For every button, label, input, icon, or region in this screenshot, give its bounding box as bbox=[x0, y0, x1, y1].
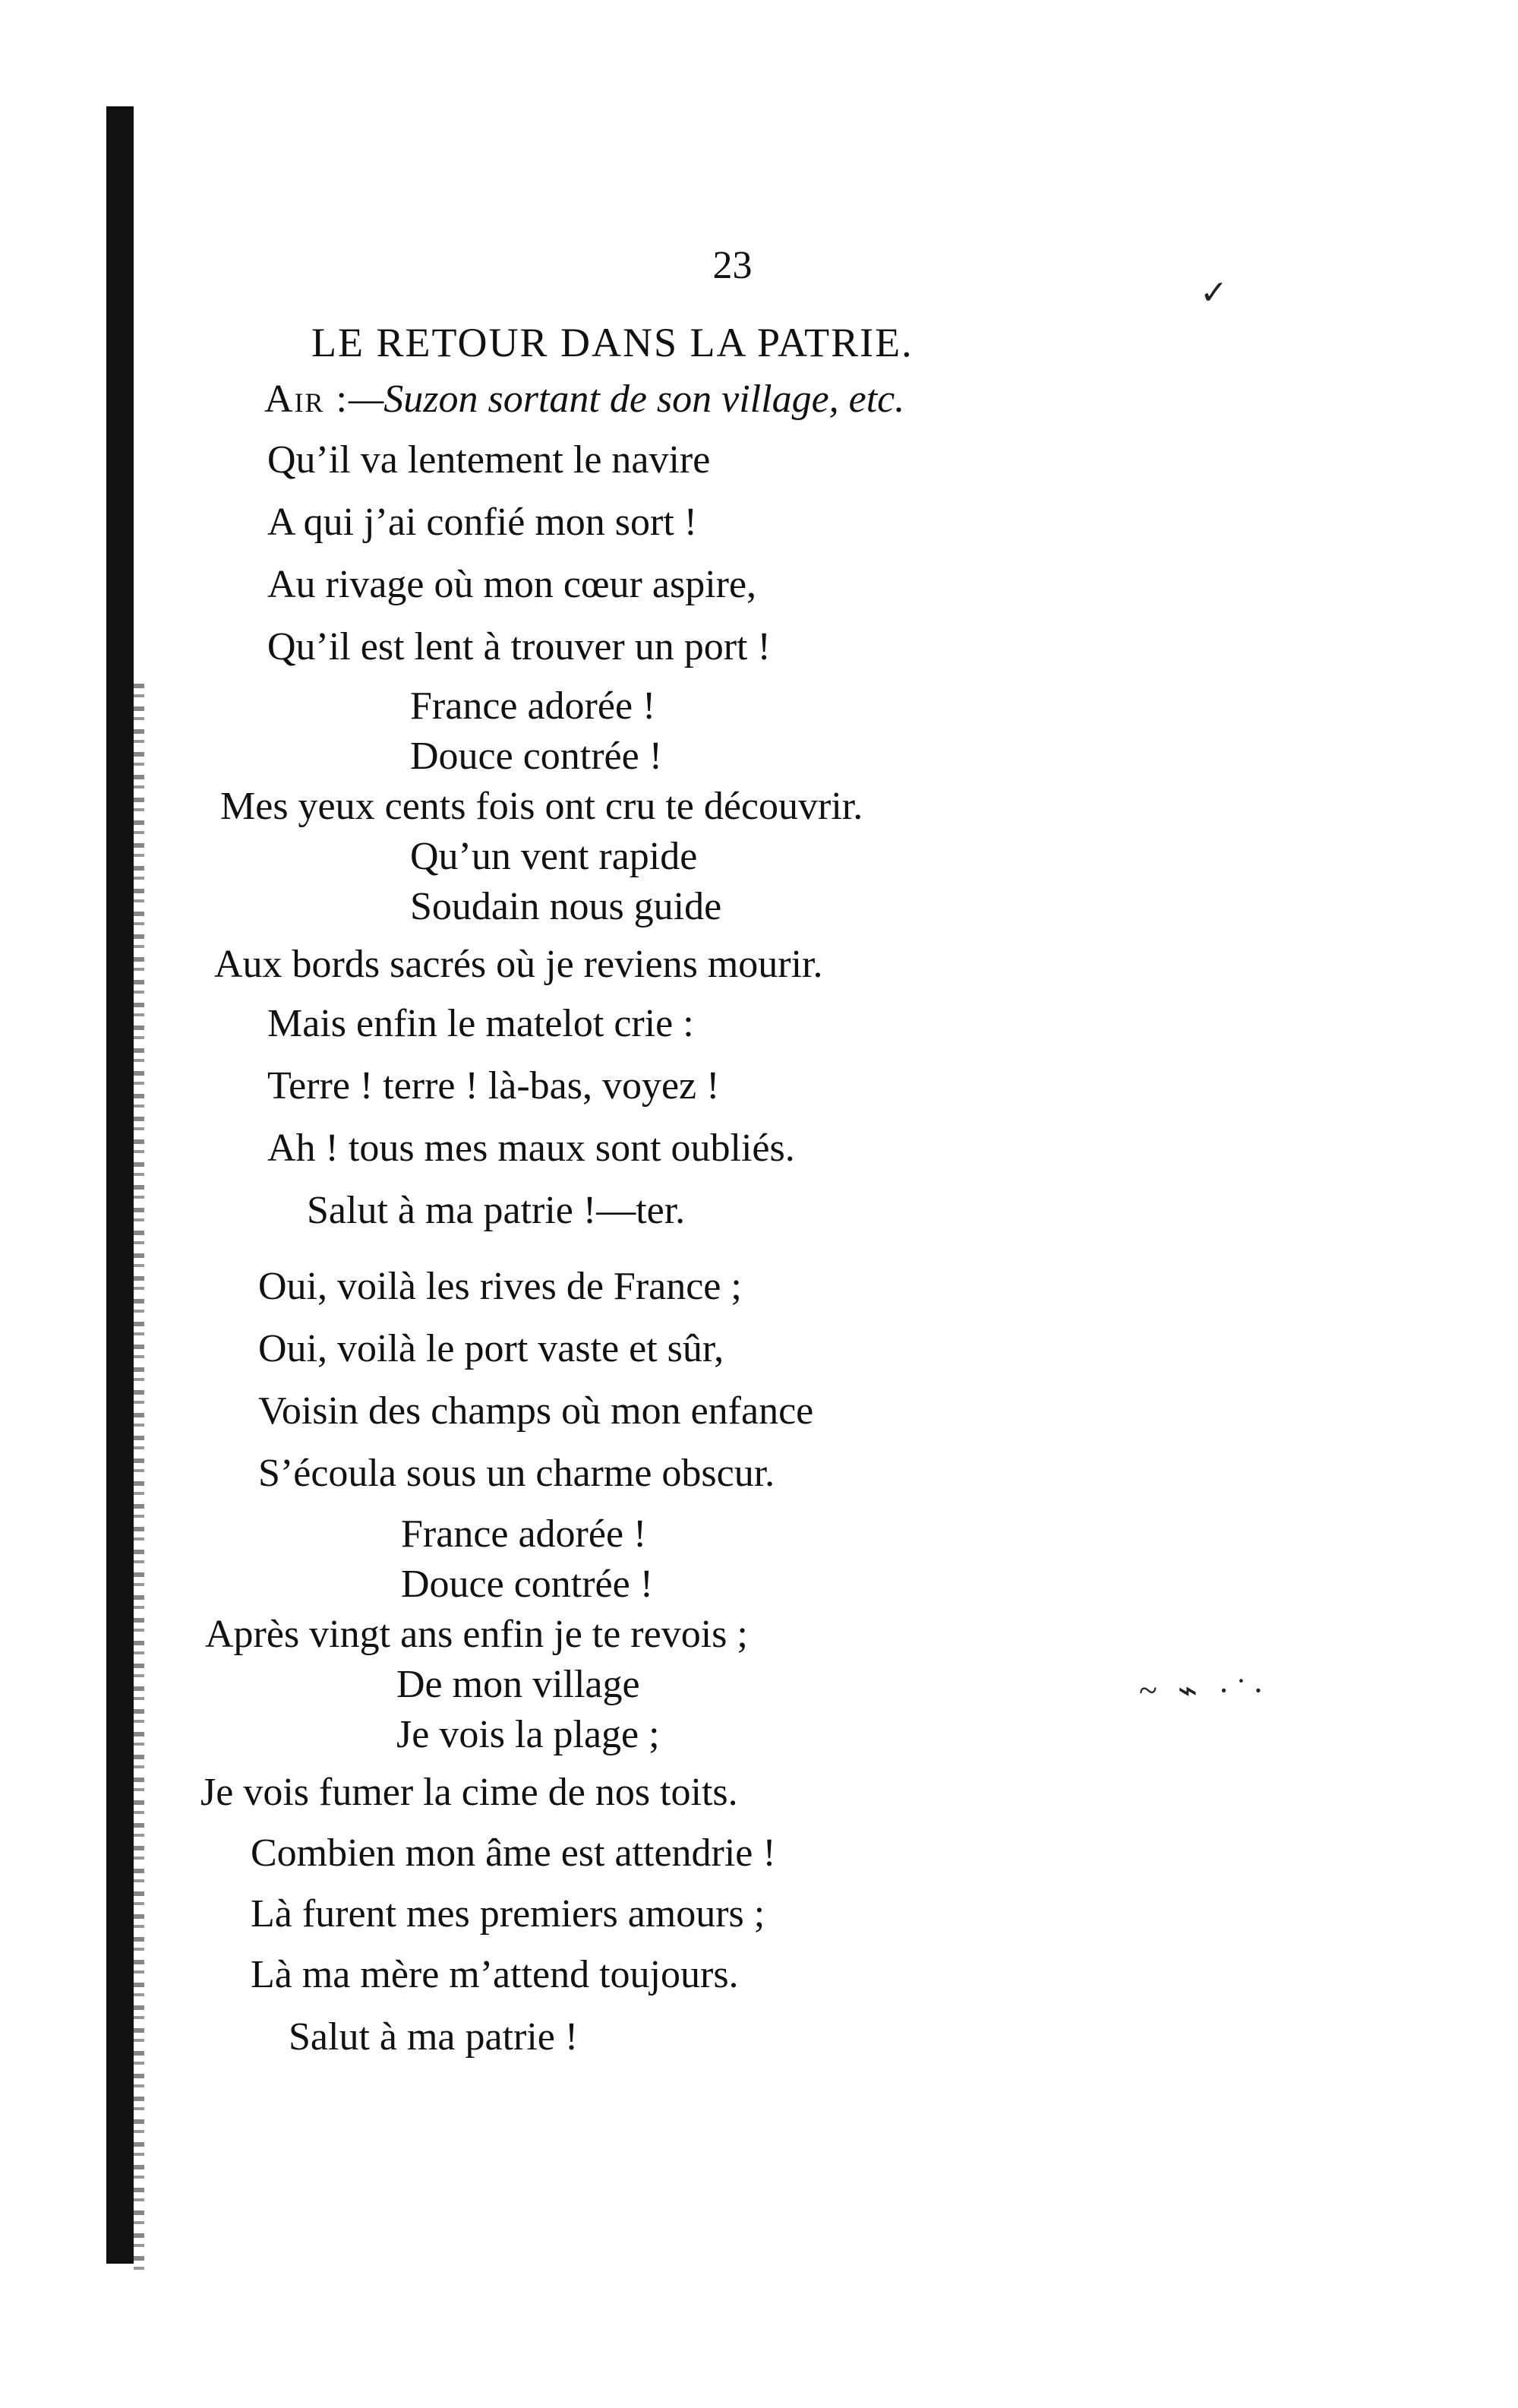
verse-line: Mais enfin le matelot crie : bbox=[267, 1002, 694, 1045]
refrain-line: Je vois la plage ; bbox=[396, 1713, 660, 1756]
verse-line: Oui, voilà les rives de France ; bbox=[258, 1265, 742, 1308]
song-title: LE RETOUR DANS LA PATRIE. bbox=[311, 320, 914, 365]
verse-line: Salut à ma patrie !—ter. bbox=[307, 1189, 686, 1232]
air-label: Air : bbox=[264, 378, 349, 421]
refrain-line: France adorée ! bbox=[401, 1512, 647, 1556]
verse-line: Je vois fumer la cime de nos toits. bbox=[200, 1771, 738, 1814]
refrain-line: De mon village bbox=[396, 1663, 640, 1706]
ink-mark: ~ ⌁ ·˙· bbox=[1139, 1672, 1270, 1709]
verse-line: A qui j’ai confié mon sort ! bbox=[267, 501, 698, 544]
page-edge-texture bbox=[134, 684, 144, 2279]
refrain-line: Douce contrée ! bbox=[401, 1563, 654, 1606]
refrain-line: Douce contrée ! bbox=[410, 735, 663, 778]
verse-line: Mes yeux cents fois ont cru te découvrir. bbox=[220, 785, 863, 828]
verse-line: S’écoula sous un charme obscur. bbox=[258, 1452, 775, 1495]
air-tune: —Suzon sortant de son village, etc. bbox=[349, 378, 905, 421]
page-number: 23 bbox=[712, 244, 753, 287]
book-spine-shadow bbox=[106, 106, 134, 2264]
verse-line: Après vingt ans enfin je te revois ; bbox=[205, 1613, 748, 1656]
refrain-line: Soudain nous guide bbox=[410, 885, 722, 928]
ink-mark: ✓ bbox=[1200, 274, 1228, 311]
verse-line: Voisin des champs où mon enfance bbox=[258, 1389, 814, 1433]
verse-line: Salut à ma patrie ! bbox=[289, 2015, 579, 2059]
verse-line: Là furent mes premiers amours ; bbox=[251, 1892, 765, 1936]
verse-line: Terre ! terre ! là-bas, voyez ! bbox=[267, 1064, 720, 1108]
verse-line: Aux bords sacrés où je reviens mourir. bbox=[214, 943, 823, 986]
verse-line: Ah ! tous mes maux sont oubliés. bbox=[267, 1127, 795, 1170]
verse-line: Combien mon âme est attendrie ! bbox=[251, 1831, 776, 1875]
verse-line: Qu’il est lent à trouver un port ! bbox=[267, 625, 771, 668]
verse-line: Qu’il va lentement le navire bbox=[267, 438, 711, 482]
verse-line: Au rivage où mon cœur aspire, bbox=[267, 563, 757, 606]
verse-line: Là ma mère m’attend toujours. bbox=[251, 1953, 739, 1996]
refrain-line: France adorée ! bbox=[410, 684, 656, 728]
air-line bbox=[264, 377, 904, 422]
verse-line: Oui, voilà le port vaste et sûr, bbox=[258, 1327, 724, 1370]
refrain-line: Qu’un vent rapide bbox=[410, 835, 698, 878]
